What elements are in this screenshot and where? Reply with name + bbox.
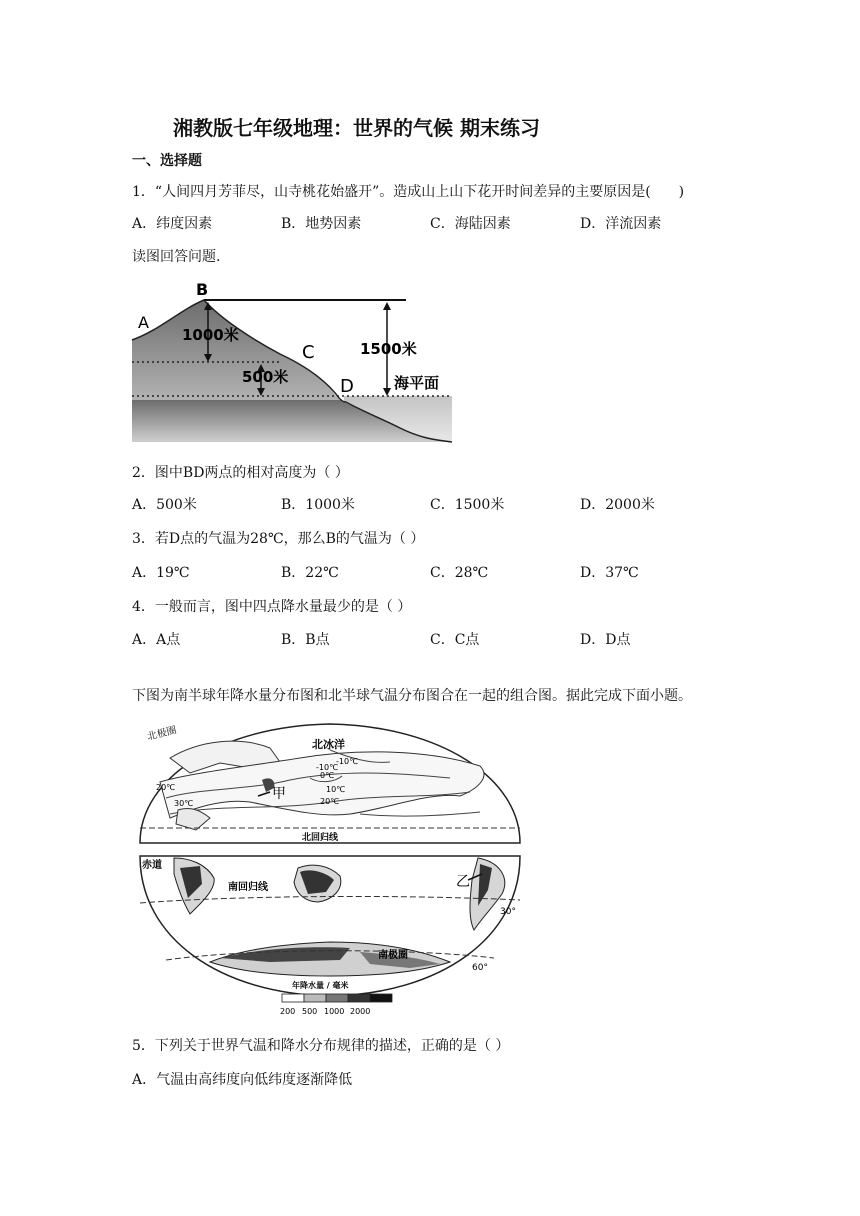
q2-option-a: A．500米 bbox=[132, 497, 197, 513]
q4-option-d: D．D点 bbox=[580, 632, 631, 648]
q1-option-a: A．纬度因素 bbox=[132, 216, 213, 232]
question-3-stem: 3．若D点的气温为28℃，那么B的气温为（ ） bbox=[132, 531, 425, 547]
label-iso-20: 20℃ bbox=[320, 797, 340, 806]
section-heading: 一、选择题 bbox=[132, 153, 202, 169]
label-iso-0: 0℃ bbox=[320, 771, 335, 780]
label-iso-10: 10℃ bbox=[326, 785, 346, 794]
q3-option-b: B．22℃ bbox=[281, 565, 339, 581]
intro-read-figure: 读图回答问题. bbox=[132, 249, 221, 265]
label-lat-30: 30° bbox=[500, 907, 516, 917]
label-1500m: 1500米 bbox=[360, 340, 417, 358]
q4-option-a: A．A点 bbox=[132, 632, 181, 648]
page-title: 湘教版七年级地理：世界的气候 期末练习 bbox=[173, 116, 540, 140]
question-4-stem: 4．一般而言，图中四点降水量最少的是（ ） bbox=[132, 599, 412, 615]
label-1000m: 1000米 bbox=[182, 326, 239, 344]
legend-tick-2000: 2000 bbox=[350, 1007, 371, 1016]
label-tropic-capricorn: 南回归线 bbox=[228, 882, 268, 893]
label-lat-60: 60° bbox=[472, 963, 488, 973]
legend-tick-500: 500 bbox=[302, 1007, 318, 1016]
question-1-stem: 1．“人间四月芳菲尽，山寺桃花始盛开”。造成山上山下花开时间差异的主要原因是( ) bbox=[132, 184, 685, 200]
label-sea-level: 海平面 bbox=[394, 374, 440, 392]
label-arctic-ocean: 北冰洋 bbox=[312, 738, 345, 751]
q2-option-b: B．1000米 bbox=[281, 497, 355, 513]
question-2-stem: 2．图中BD两点的相对高度为（ ） bbox=[132, 465, 349, 481]
label-c: C bbox=[302, 342, 315, 363]
legend-tick-1000: 1000 bbox=[324, 1007, 345, 1016]
label-500m: 500米 bbox=[242, 368, 289, 386]
legend-tick-200: 200 bbox=[280, 1007, 296, 1016]
q3-option-a: A．19℃ bbox=[132, 565, 190, 581]
label-iso-30: 30℃ bbox=[174, 799, 194, 808]
mountain-profile-figure bbox=[130, 278, 454, 444]
q1-option-c: C．海陆因素 bbox=[430, 216, 511, 232]
svg-text:北极圈: 北极圈 bbox=[146, 724, 178, 743]
world-climate-map bbox=[130, 718, 530, 1020]
q4-option-b: B．B点 bbox=[281, 632, 330, 648]
q3-option-d: D．37℃ bbox=[580, 565, 639, 581]
q1-option-b: B．地势因素 bbox=[281, 216, 362, 232]
label-iso-m10a: -10℃ bbox=[336, 757, 359, 766]
q2-option-d: D．2000米 bbox=[580, 497, 655, 513]
q2-option-c: C．1500米 bbox=[430, 497, 505, 513]
label-iso-20-west: 20℃ bbox=[156, 783, 176, 792]
label-a: A bbox=[138, 313, 149, 332]
q5-option-a: A．气温由高纬度向低纬度逐渐降低 bbox=[132, 1072, 353, 1088]
label-antarctic-circle: 南极圈 bbox=[378, 950, 408, 961]
label-iso-m10b: -10℃ bbox=[316, 763, 339, 772]
label-equator: 赤道 bbox=[142, 860, 162, 871]
q1-option-d: D．洋流因素 bbox=[580, 216, 662, 232]
label-yi: 乙 bbox=[456, 874, 470, 890]
question-5-stem: 5．下列关于世界气温和降水分布规律的描述，正确的是（ ） bbox=[132, 1038, 510, 1054]
q3-option-c: C．28℃ bbox=[430, 565, 489, 581]
q4-option-c: C．C点 bbox=[430, 632, 480, 648]
label-tropic-cancer: 北回归线 bbox=[302, 833, 339, 843]
intro-combined-map: 下图为南半球年降水量分布图和北半球气温分布图合在一起的组合图。据此完成下面小题。 bbox=[132, 688, 692, 704]
label-jia: 甲 bbox=[272, 786, 286, 802]
label-b: B bbox=[196, 280, 209, 299]
legend-title: 年降水量 / 毫米 bbox=[292, 981, 349, 990]
label-d: D bbox=[340, 376, 354, 397]
